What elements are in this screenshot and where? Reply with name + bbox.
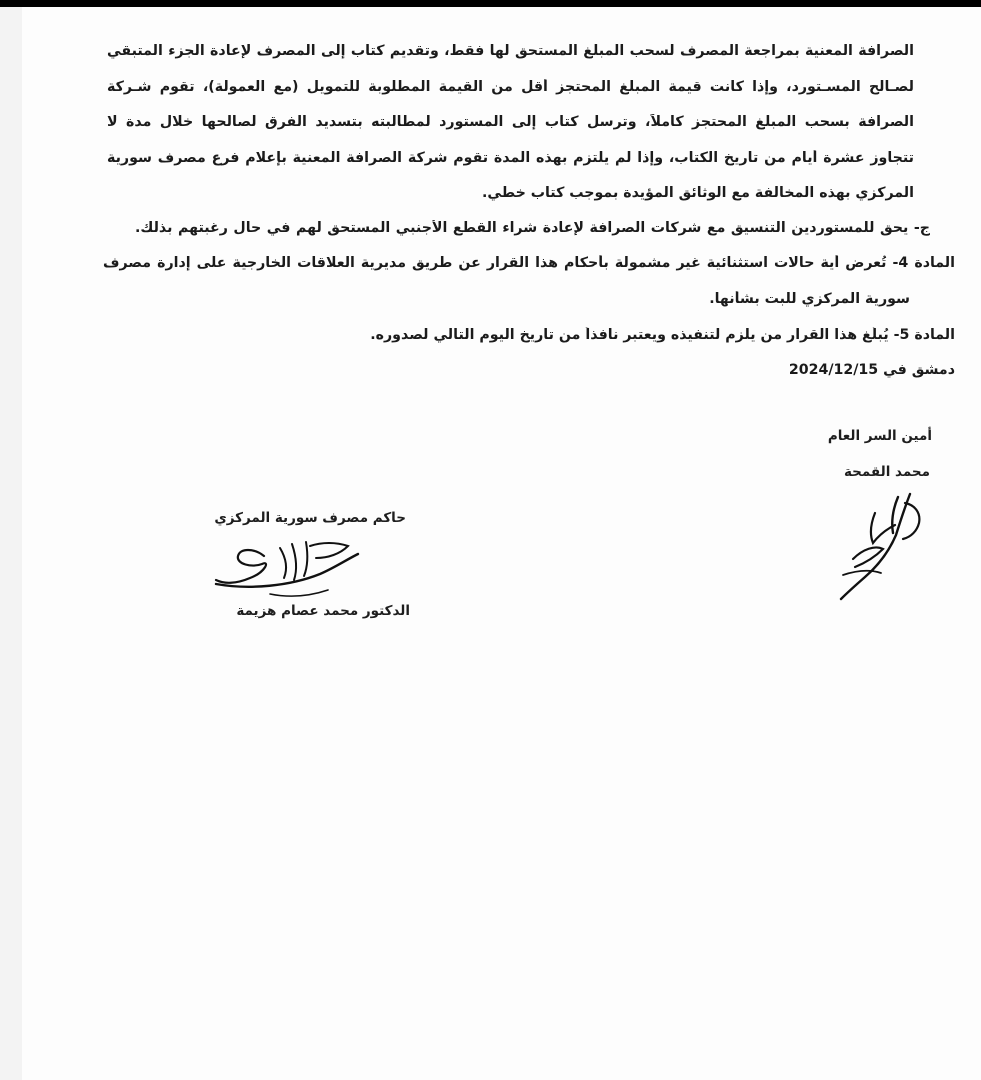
place-date: دمشق في 2024/12/15 — [788, 362, 955, 378]
governor-signature — [210, 534, 360, 604]
governor-name: الدكتور محمد عصام هزيمة — [236, 603, 410, 619]
secretary-name: محمد القمحة — [843, 464, 930, 480]
text-line-3: الصرافة بسحب المبلغ المحتجز كاملاً، وترسل كتاب إلى المستورد لمطالبته بتسديد الفرق لصالحها خلال مدة لا — [107, 114, 914, 130]
text-line-1: الصرافة المعنية بمراجعة المصرف لسحب المبلغ المستحق لها فقط، وتقديم كتاب إلى المصرف لإعادة الجزء المتبقي — [107, 43, 914, 59]
document-page — [22, 7, 981, 1080]
article-5: المادة 5- يُبلّغ هذا القرار من يلزم لتنفيذه ويعتبر نافذاً من تاريخ اليوم التالي لصدوره. — [370, 327, 955, 343]
governor-title: حاكم مصرف سورية المركزي — [214, 510, 406, 526]
text-line-2: لصـالح المسـتورد، وإذا كانت قيمة المبلغ المحتجز أقل من القيمة المطلوبة للتمويل (مع العمولة)، تقوم شـركة — [107, 79, 914, 95]
top-bar — [0, 0, 981, 7]
secretary-signature — [835, 489, 925, 599]
text-line-5: المركزي بهذه المخالفة مع الوثائق المؤيدة بموجب كتاب خطي. — [482, 185, 914, 201]
secretary-title: أمين السر العام — [827, 428, 932, 444]
article-4-continued: سورية المركزي للبت بشأنها. — [709, 291, 910, 307]
article-4: المادة 4- تُعرض أية حالات استثنائية غير مشمولة بأحكام هذا القرار عن طريق مديرية العلاقات الخارجية على إدارة مصرف — [103, 255, 955, 271]
clause-c: ج- يحق للمستوردين التنسيق مع شركات الصرافة لإعادة شراء القطع الأجنبي المستحق لهم في حال رغبتهم بذلك. — [135, 220, 930, 236]
text-line-4: تتجاوز عشرة أيام من تاريخ الكتاب، وإذا لم يلتزم بهذه المدة تقوم شركة الصرافة المعنية بإعلام فرع مصرف سورية — [107, 150, 914, 166]
